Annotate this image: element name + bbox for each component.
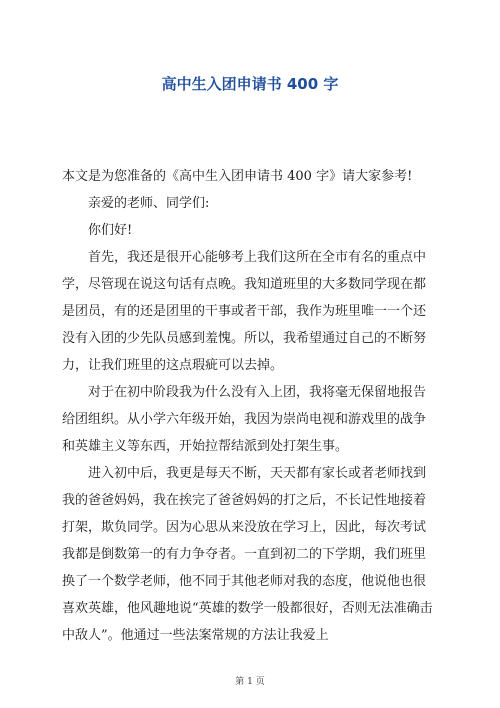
intro-paragraph: 本文是为您准备的《高中生入团申请书 400 字》请大家参考! <box>62 169 413 184</box>
salutation: 亲爱的老师、同学们: <box>88 196 210 211</box>
page-number: 第 1 页 <box>235 677 265 687</box>
body-paragraph: 首先，我还是很开心能够考上我们这所在全市有名的重点中学，尽管现在说这句话有点晚。我知道班里的大多数同学现在都是团员，有的还是团里的干事或者干部，我作为班里唯一一个还没有入团的少先队员感到羞愧。所以，我希望通过自己的不断努力，让我们班里的这点瑕疵可以去掉。 <box>62 250 427 373</box>
body-paragraph: 对于在初中阶段我为什么没有入上团，我将毫无保留地报告给团组织。从小学六年级开始，我因为崇尚电视和游戏里的战争和英雄主义等东西，开始拉帮结派到处打架生事。 <box>62 385 427 454</box>
body-paragraph: 进入初中后，我更是每天不断，天天都有家长或者老师找到我的爸爸妈妈，我在挨完了爸爸妈妈的打之后，不长记性地接着打架，欺负同学。因为心思从来没放在学习上，因此，每次考试我都是倒数第一的有力争夺者。一直到初二的下学期，我们班里换了一个数学老师，他不同于其他老师对我的态度，他说他也很喜欢英雄，他风趣地说“英雄的数学一般都很好，否则无法准确击中敌人”。他通过一些法案常规的方法让我爱上 <box>62 466 433 643</box>
document-title: 高中生入团申请书 400 字 <box>161 75 339 93</box>
document-body <box>62 163 438 649</box>
greeting: 你们好! <box>88 223 133 238</box>
